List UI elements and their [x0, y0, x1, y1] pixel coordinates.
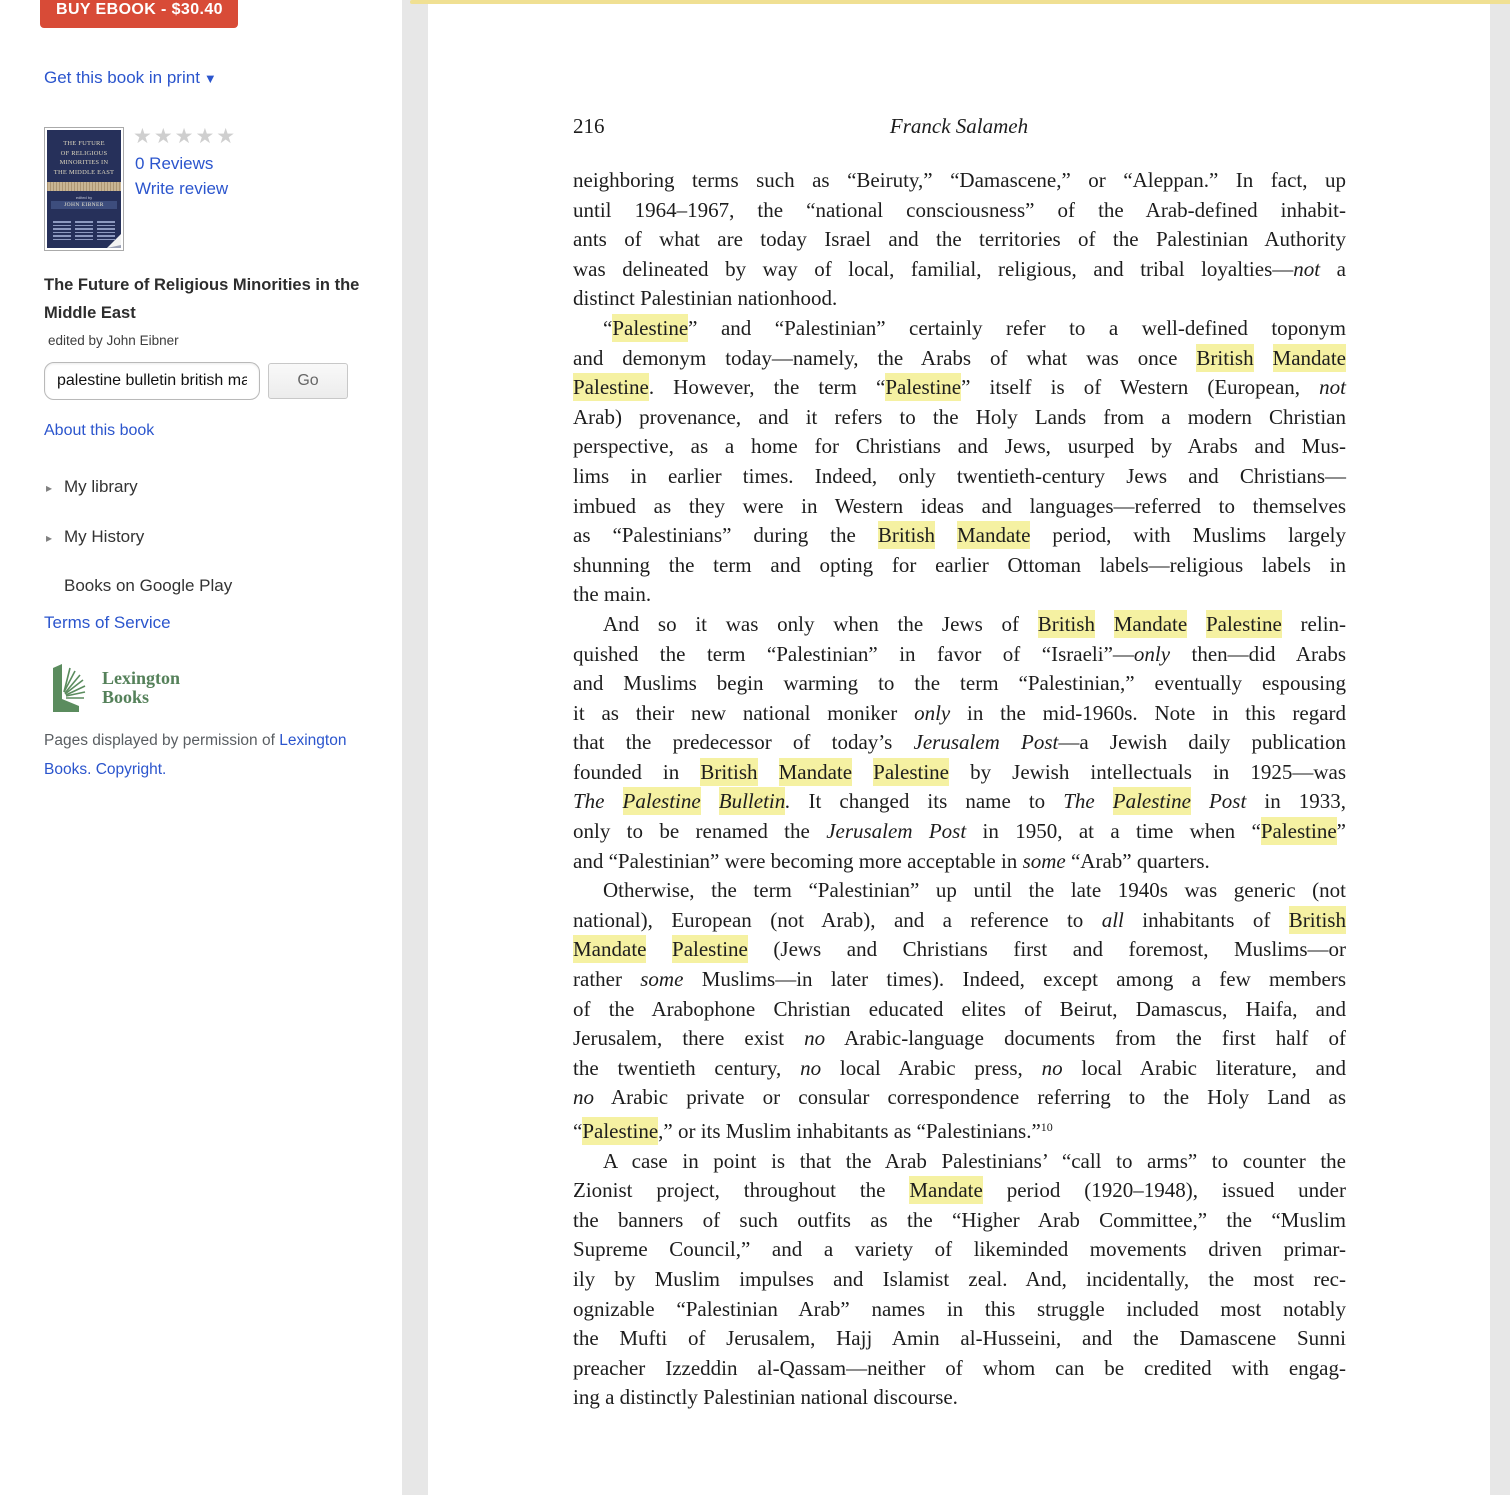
reviews-count-link[interactable]: 0 Reviews [135, 154, 214, 173]
text-line [573, 1354, 1346, 1384]
lexington-books-logo[interactable] [46, 662, 180, 714]
text-segment: as “Palestinians” during the [573, 523, 878, 548]
text-line [573, 1206, 1346, 1236]
publisher-name-line1: Lexington [102, 668, 181, 688]
text-segment [935, 523, 957, 547]
permission-notice [44, 726, 378, 784]
buy-ebook-button[interactable]: BUY EBOOK - $30.40 [40, 0, 238, 28]
text-segment: the banners of such outfits as the “Higher Arab Committee,” the “Muslim [573, 1207, 1346, 1232]
text-segment: local Arabic press, [821, 1055, 1042, 1080]
text-segment: period (1920–1948), issued under [982, 1178, 1346, 1203]
search-go-button[interactable]: Go [268, 363, 348, 399]
text-line [573, 847, 1346, 877]
expand-triangle-icon: ▸ [46, 531, 53, 545]
text-line [573, 255, 1346, 285]
text-line [573, 965, 1346, 995]
text-segment: ily by Muslim impulses and Islamist zeal. And, incidentally, the most rec- [573, 1266, 1346, 1291]
search-highlight: Palestine [573, 375, 649, 400]
search-highlight: British [877, 523, 935, 548]
text-segment: the main. [573, 582, 652, 607]
book-text [573, 166, 1346, 1413]
text-line [573, 787, 1346, 817]
search-highlight: Palestine [873, 759, 949, 784]
search-highlight: British [700, 759, 758, 784]
search-highlight: British [1288, 907, 1346, 932]
text-segment: Zionist project, throughout the [573, 1178, 910, 1203]
text-line [573, 876, 1346, 906]
search-highlight: Palestine [622, 789, 701, 814]
publisher-name-line2: Books [102, 687, 150, 707]
text-segment: Arab) provenance, and it refers to the Holy Lands from a modern Christian [573, 404, 1346, 429]
text-segment: in the mid-1960s. Note in this regard [950, 700, 1347, 725]
text-segment: no [1041, 1055, 1063, 1080]
text-segment: “Arab” quarters. [1065, 848, 1210, 873]
cover-title-line: THE MIDDLE EAST [53, 168, 115, 176]
text-segment: no [804, 1026, 826, 1051]
text-line [573, 551, 1346, 581]
search-highlight: Mandate [1113, 611, 1188, 636]
paragraph [573, 610, 1346, 876]
search-highlight: British [1037, 611, 1095, 636]
text-segment: ing a distinctly Palestinian national discourse. [573, 1385, 958, 1410]
text-segment: shunning the term and opting for earlier Ottoman labels—religious labels in [573, 552, 1346, 577]
page-viewer [402, 0, 1510, 1495]
get-book-in-print-label: Get this book in print [44, 68, 200, 87]
get-book-in-print-link[interactable] [44, 68, 217, 88]
text-segment: It changed its name to [790, 789, 1064, 814]
text-segment: (Jews and Christians first and foremost, Muslims—or [747, 937, 1347, 962]
page-curl-icon [107, 234, 121, 248]
text-segment: “ [573, 1119, 583, 1143]
book-title: The Future of Religious Minorities in the Middle East [44, 276, 360, 322]
my-library-label: My library [64, 477, 138, 496]
book-cover-thumbnail[interactable] [44, 127, 124, 251]
text-segment: only [914, 700, 951, 725]
lexington-logo-icon [46, 662, 98, 714]
text-segment: quished the term “Palestinian” in favor of “Israeli”— [573, 641, 1134, 666]
text-segment: Otherwise, the term “Palestinian” up until the late 1940s was generic (not [603, 878, 1346, 903]
text-segment: period, with Muslims largely [1030, 523, 1346, 548]
star-rating: ★★★★★ [133, 125, 238, 148]
text-line [573, 1295, 1346, 1325]
page-header [573, 114, 1345, 142]
text-line [573, 1083, 1346, 1113]
cover-title [47, 139, 121, 177]
text-segment: lims in earlier times. Indeed, only twentieth-century Jews and Christians— [573, 463, 1346, 488]
text-segment: ” and “Palestinian” certainly refer to a well-defined toponym [688, 315, 1346, 340]
sidebar-item-books-on-google-play[interactable]: Books on Google Play [64, 576, 233, 595]
text-line [573, 373, 1346, 403]
text-segment: Arabic-language documents from the first half of [825, 1026, 1346, 1051]
search-highlight: Palestine [612, 315, 689, 340]
paragraph [573, 876, 1346, 1146]
text-line [573, 521, 1346, 551]
text-line [573, 462, 1346, 492]
write-review-link[interactable]: Write review [135, 179, 229, 198]
text-segment: Jerusalem Post [826, 819, 967, 844]
text-line [573, 492, 1346, 522]
text-segment: preacher Izzeddin al-Qassam—neither of whom can be credited with engag- [573, 1355, 1346, 1380]
search-highlight: Mandate [956, 523, 1031, 548]
text-segment: rather [573, 967, 641, 992]
cover-title-line: OF RELIGIOUS [60, 149, 108, 157]
search-highlight: Palestine [672, 937, 748, 962]
text-line [573, 1054, 1346, 1084]
text-segment [852, 760, 873, 784]
terms-of-service-link[interactable]: Terms of Service [44, 613, 171, 632]
text-line [573, 1235, 1346, 1265]
text-line [573, 225, 1346, 255]
text-segment: in 1933, [1246, 789, 1346, 814]
text-segment: that the predecessor of today’s [573, 730, 914, 755]
text-segment: —a Jewish daily publication [1058, 730, 1346, 755]
cover-editor-name: JOHN EIBNER [51, 201, 117, 209]
text-segment: national), European (not Arab), and a reference to [573, 907, 1102, 932]
text-segment: Arabic private or consular correspondence referring to the Holy Land as [594, 1085, 1346, 1110]
text-segment [646, 937, 672, 961]
text-line [573, 669, 1346, 699]
text-line [573, 432, 1346, 462]
text-segment: not [1319, 375, 1346, 400]
text-line [573, 344, 1346, 374]
sidebar [0, 0, 402, 1495]
text-segment: “ [603, 315, 613, 340]
search-highlight: Palestine [1112, 789, 1191, 814]
text-line [573, 314, 1346, 344]
search-highlight: Mandate [778, 759, 853, 784]
running-head: Franck Salameh [889, 114, 1029, 138]
cover-contributor-list [53, 221, 115, 242]
text-segment: was delineated by way of local, familial, religious, and tribal loyalties— [573, 256, 1294, 281]
text-line [573, 1383, 1346, 1413]
book-cover-art [47, 130, 121, 248]
cover-edited-by: edited by [75, 195, 93, 200]
text-segment: until 1964–1967, the “national consciousness” of the Arab-defined inhabit- [573, 197, 1346, 222]
search-in-book-input[interactable] [44, 362, 260, 400]
text-segment: no [573, 1085, 594, 1110]
text-segment: relin- [1281, 611, 1347, 636]
text-segment: A case in point is that the Arab Palestinians’ “call to arms” to counter the [603, 1148, 1346, 1173]
text-line [573, 1024, 1346, 1054]
text-segment: . However, the term “ [648, 375, 886, 400]
text-segment: ” [1336, 819, 1346, 844]
search-highlight: Palestine [885, 375, 962, 400]
text-line [573, 935, 1346, 965]
search-highlight: Palestine [1260, 819, 1337, 844]
text-segment: And so it was only when the Jews of [603, 611, 1038, 636]
text-segment: 10 [1040, 1120, 1053, 1134]
text-line [573, 1147, 1346, 1177]
text-segment: inhabitants of [1123, 907, 1289, 932]
text-segment: ants of what are today Israel and the territories of the Palestinian Authority [573, 227, 1346, 252]
text-line [573, 1113, 1346, 1147]
publisher-link[interactable]: Lexington Books. [44, 732, 347, 778]
paragraph [573, 166, 1346, 314]
page-number: 216 [573, 114, 605, 138]
cover-title-line: MINORITIES IN [59, 159, 109, 166]
text-segment [758, 760, 779, 784]
about-this-book-link[interactable]: About this book [44, 422, 155, 439]
text-segment: a [1320, 256, 1346, 281]
text-line [573, 1324, 1346, 1354]
text-segment: the twentieth century, [573, 1055, 801, 1080]
paragraph [573, 1147, 1346, 1413]
text-line [573, 817, 1346, 847]
text-line [573, 995, 1346, 1025]
text-segment: and demonym today—namely, the Arabs of what was once [573, 345, 1197, 370]
search-highlight: Bulletin [718, 789, 786, 814]
text-segment: The [573, 789, 623, 814]
text-segment [1095, 612, 1114, 636]
text-segment [1254, 346, 1273, 370]
text-segment: ” itself is of Western (European, [961, 375, 1320, 400]
text-line [573, 906, 1346, 936]
chevron-down-icon: ▼ [203, 71, 217, 86]
text-segment: neighboring terms such as “Beiruty,” “Damascene,” or “Aleppan.” In fact, up [573, 168, 1346, 192]
text-segment: Jerusalem, there exist [573, 1026, 805, 1051]
text-segment: imbued as they were in Western ideas and languages—referred to themselves [573, 493, 1346, 518]
text-segment: all [1101, 907, 1124, 932]
text-segment: . [785, 789, 791, 814]
text-segment: Jerusalem Post [913, 730, 1059, 755]
text-segment: by Jewish intellectuals in 1925—was [949, 759, 1347, 784]
text-segment: in 1950, at a time when “ [966, 819, 1261, 844]
text-segment: ,” or its Muslim inhabitants as “Palestinians.” [658, 1119, 1041, 1143]
search-highlight: Mandate [573, 937, 647, 962]
text-segment: perspective, as a home for Christians and Jews, usurped by Arabs and Mus- [573, 434, 1346, 459]
text-line [573, 1176, 1346, 1206]
text-segment: the Mufti of Jerusalem, Hajj Amin al-Husseini, and the Damascene Sunni [573, 1326, 1346, 1351]
text-segment: of the Arabophone Christian educated elites of Beirut, Damascus, Haifa, and [573, 996, 1346, 1021]
text-segment: then—did Arabs [1170, 641, 1346, 666]
text-segment: no [800, 1055, 822, 1080]
text-segment [701, 789, 719, 813]
search-highlight: Palestine [1205, 611, 1282, 636]
paragraph [573, 314, 1346, 610]
text-segment: Post [1190, 789, 1247, 814]
text-segment: The [1063, 789, 1113, 814]
text-segment: Muslims—in later times). Indeed, except among a few members [683, 967, 1346, 992]
sidebar-item-my-library[interactable] [46, 477, 138, 497]
my-history-label: My History [64, 527, 145, 546]
book-byline: edited by John Eibner [48, 333, 179, 348]
text-segment: some [640, 967, 684, 992]
text-segment: only to be renamed the [573, 819, 827, 844]
text-segment: and Muslims begin warming to the term “Palestinian,” eventually espousing [573, 671, 1346, 696]
permission-text: Pages displayed by permission of [44, 732, 280, 749]
text-line [573, 640, 1346, 670]
text-segment [1187, 612, 1206, 636]
text-line [573, 403, 1346, 433]
search-highlight: British [1196, 345, 1254, 370]
text-line [573, 580, 1346, 610]
text-segment: it as their new national moniker [573, 700, 915, 725]
search-highlight: Mandate [909, 1178, 983, 1203]
text-line [573, 728, 1346, 758]
text-segment: not [1293, 256, 1321, 281]
sidebar-item-my-history[interactable] [46, 527, 144, 547]
text-segment: distinct Palestinian nationhood. [573, 286, 838, 311]
text-line [573, 758, 1346, 788]
cover-decorative-band [47, 182, 121, 191]
expand-triangle-icon: ▸ [46, 481, 53, 495]
search-highlight: Palestine [582, 1119, 659, 1143]
text-segment: local Arabic literature, and [1062, 1055, 1346, 1080]
copyright-link[interactable]: Copyright. [95, 761, 167, 778]
cover-title-line: THE FUTURE [63, 140, 105, 147]
book-page-scan [428, 4, 1490, 1495]
text-segment: and “Palestinian” were becoming more acceptable in [573, 848, 1023, 873]
text-segment: Supreme Council,” and a variety of likeminded movements driven primar- [573, 1237, 1346, 1262]
text-segment: founded in [573, 759, 701, 784]
text-segment: ognizable “Palestinian Arab” names in this struggle included most notably [573, 1296, 1346, 1321]
text-line [573, 699, 1346, 729]
text-segment: some [1022, 848, 1066, 873]
text-line [573, 610, 1346, 640]
text-line [573, 284, 1346, 314]
text-segment: only [1133, 641, 1171, 666]
search-highlight: Mandate [1272, 345, 1347, 370]
text-line [573, 196, 1346, 226]
text-line [573, 1265, 1346, 1295]
text-line [573, 166, 1346, 196]
